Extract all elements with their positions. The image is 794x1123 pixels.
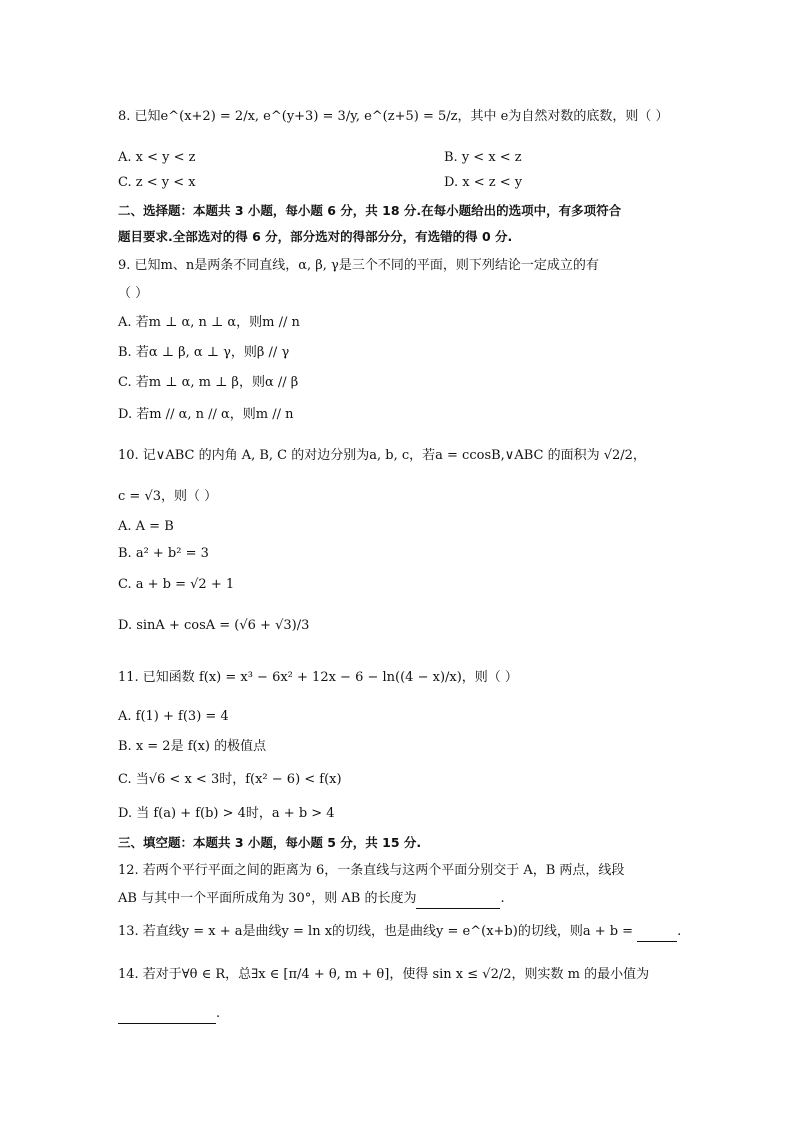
q14-period: . bbox=[216, 1006, 221, 1021]
q9-option-b: B. 若α ⊥ β, α ⊥ γ，则β // γ bbox=[118, 345, 290, 360]
section2-heading-line1: 二、选择题：本题共 3 小题，每小题 6 分，共 18 分.在每小题给出的选项中，有多项符合 bbox=[118, 203, 622, 218]
q8-option-c: C. z < y < x bbox=[118, 175, 196, 190]
q10-option-b: B. a² + b² = 3 bbox=[118, 546, 209, 561]
q11-option-d: D. 当 f(a) + f(b) > 4时，a + b > 4 bbox=[118, 806, 335, 821]
q13-answer-blank[interactable] bbox=[637, 927, 677, 942]
q12-period: . bbox=[500, 891, 505, 906]
q13-text: 13. 若直线y = x + a是曲线y = ln x的切线，也是曲线y = e^(x+b)的切线，则a + b = bbox=[118, 924, 634, 939]
q8-option-d: D. x < z < y bbox=[444, 175, 523, 190]
q8-option-b: B. y < x < z bbox=[444, 150, 522, 165]
q8-option-a: A. x < y < z bbox=[118, 150, 196, 165]
q10-option-c: C. a + b = √2 + 1 bbox=[118, 577, 235, 592]
q11-option-c: C. 当√6 < x < 3时，f(x² − 6) < f(x) bbox=[118, 772, 342, 787]
q12-text: AB 与其中一个平面所成角为 30°，则 AB 的长度为 bbox=[118, 891, 417, 906]
q9-stem: 9. 已知m、n是两条不同直线，α, β, γ是三个不同的平面，则下列结论一定成立的有 bbox=[118, 258, 599, 273]
q9-paren: （ ） bbox=[118, 286, 149, 301]
q12-line1: 12. 若两个平行平面之间的距离为 6，一条直线与这两个平面分别交于 A，B 两点，线段 bbox=[118, 863, 625, 878]
q14-line1: 14. 若对于∀θ ∈ R，总∃x ∈ [π/4 + θ, m + θ]，使得 sin x ≤ √2/2，则实数 m 的最小值为 bbox=[118, 967, 650, 982]
section3-heading: 三、填空题：本题共 3 小题，每小题 5 分，共 15 分. bbox=[118, 835, 422, 850]
q13-period: . bbox=[677, 924, 682, 939]
q14-answer-blank[interactable] bbox=[118, 1009, 216, 1024]
q10-option-d: D. sinA + cosA = (√6 + √3)/3 bbox=[118, 618, 310, 633]
q12-line2 bbox=[118, 889, 505, 909]
q10-option-a: A. A = B bbox=[118, 519, 174, 534]
section2-heading-line2: 题目要求.全部选对的得 6 分，部分选对的得部分分，有选错的得 0 分. bbox=[118, 229, 513, 244]
q9-option-d: D. 若m // α, n // α，则m // n bbox=[118, 407, 294, 422]
q8-stem: 8. 已知e^(x+2) = 2/x, e^(y+3) = 3/y, e^(z+5) = 5/z，其中 e为自然对数的底数，则（ ） bbox=[118, 109, 669, 124]
q14-line2 bbox=[118, 1004, 220, 1024]
q11-option-b: B. x = 2是 f(x) 的极值点 bbox=[118, 739, 267, 754]
q11-option-a: A. f(1) + f(3) = 4 bbox=[118, 709, 229, 724]
q9-option-c: C. 若m ⊥ α, m ⊥ β，则α // β bbox=[118, 375, 299, 390]
q12-answer-blank[interactable] bbox=[416, 894, 500, 909]
q10-stem-2: c = √3，则（ ） bbox=[118, 489, 218, 504]
q10-stem: 10. 记∨ABC 的内角 A, B, C 的对边分别为a, b, c，若a = ccosB,∨ABC 的面积为 √2/2， bbox=[118, 448, 646, 463]
q13-line bbox=[118, 922, 681, 942]
q9-option-a: A. 若m ⊥ α, n ⊥ α，则m // n bbox=[118, 315, 300, 330]
q11-stem: 11. 已知函数 f(x) = x³ − 6x² + 12x − 6 − ln((4 − x)/x)，则（ ） bbox=[118, 670, 518, 685]
